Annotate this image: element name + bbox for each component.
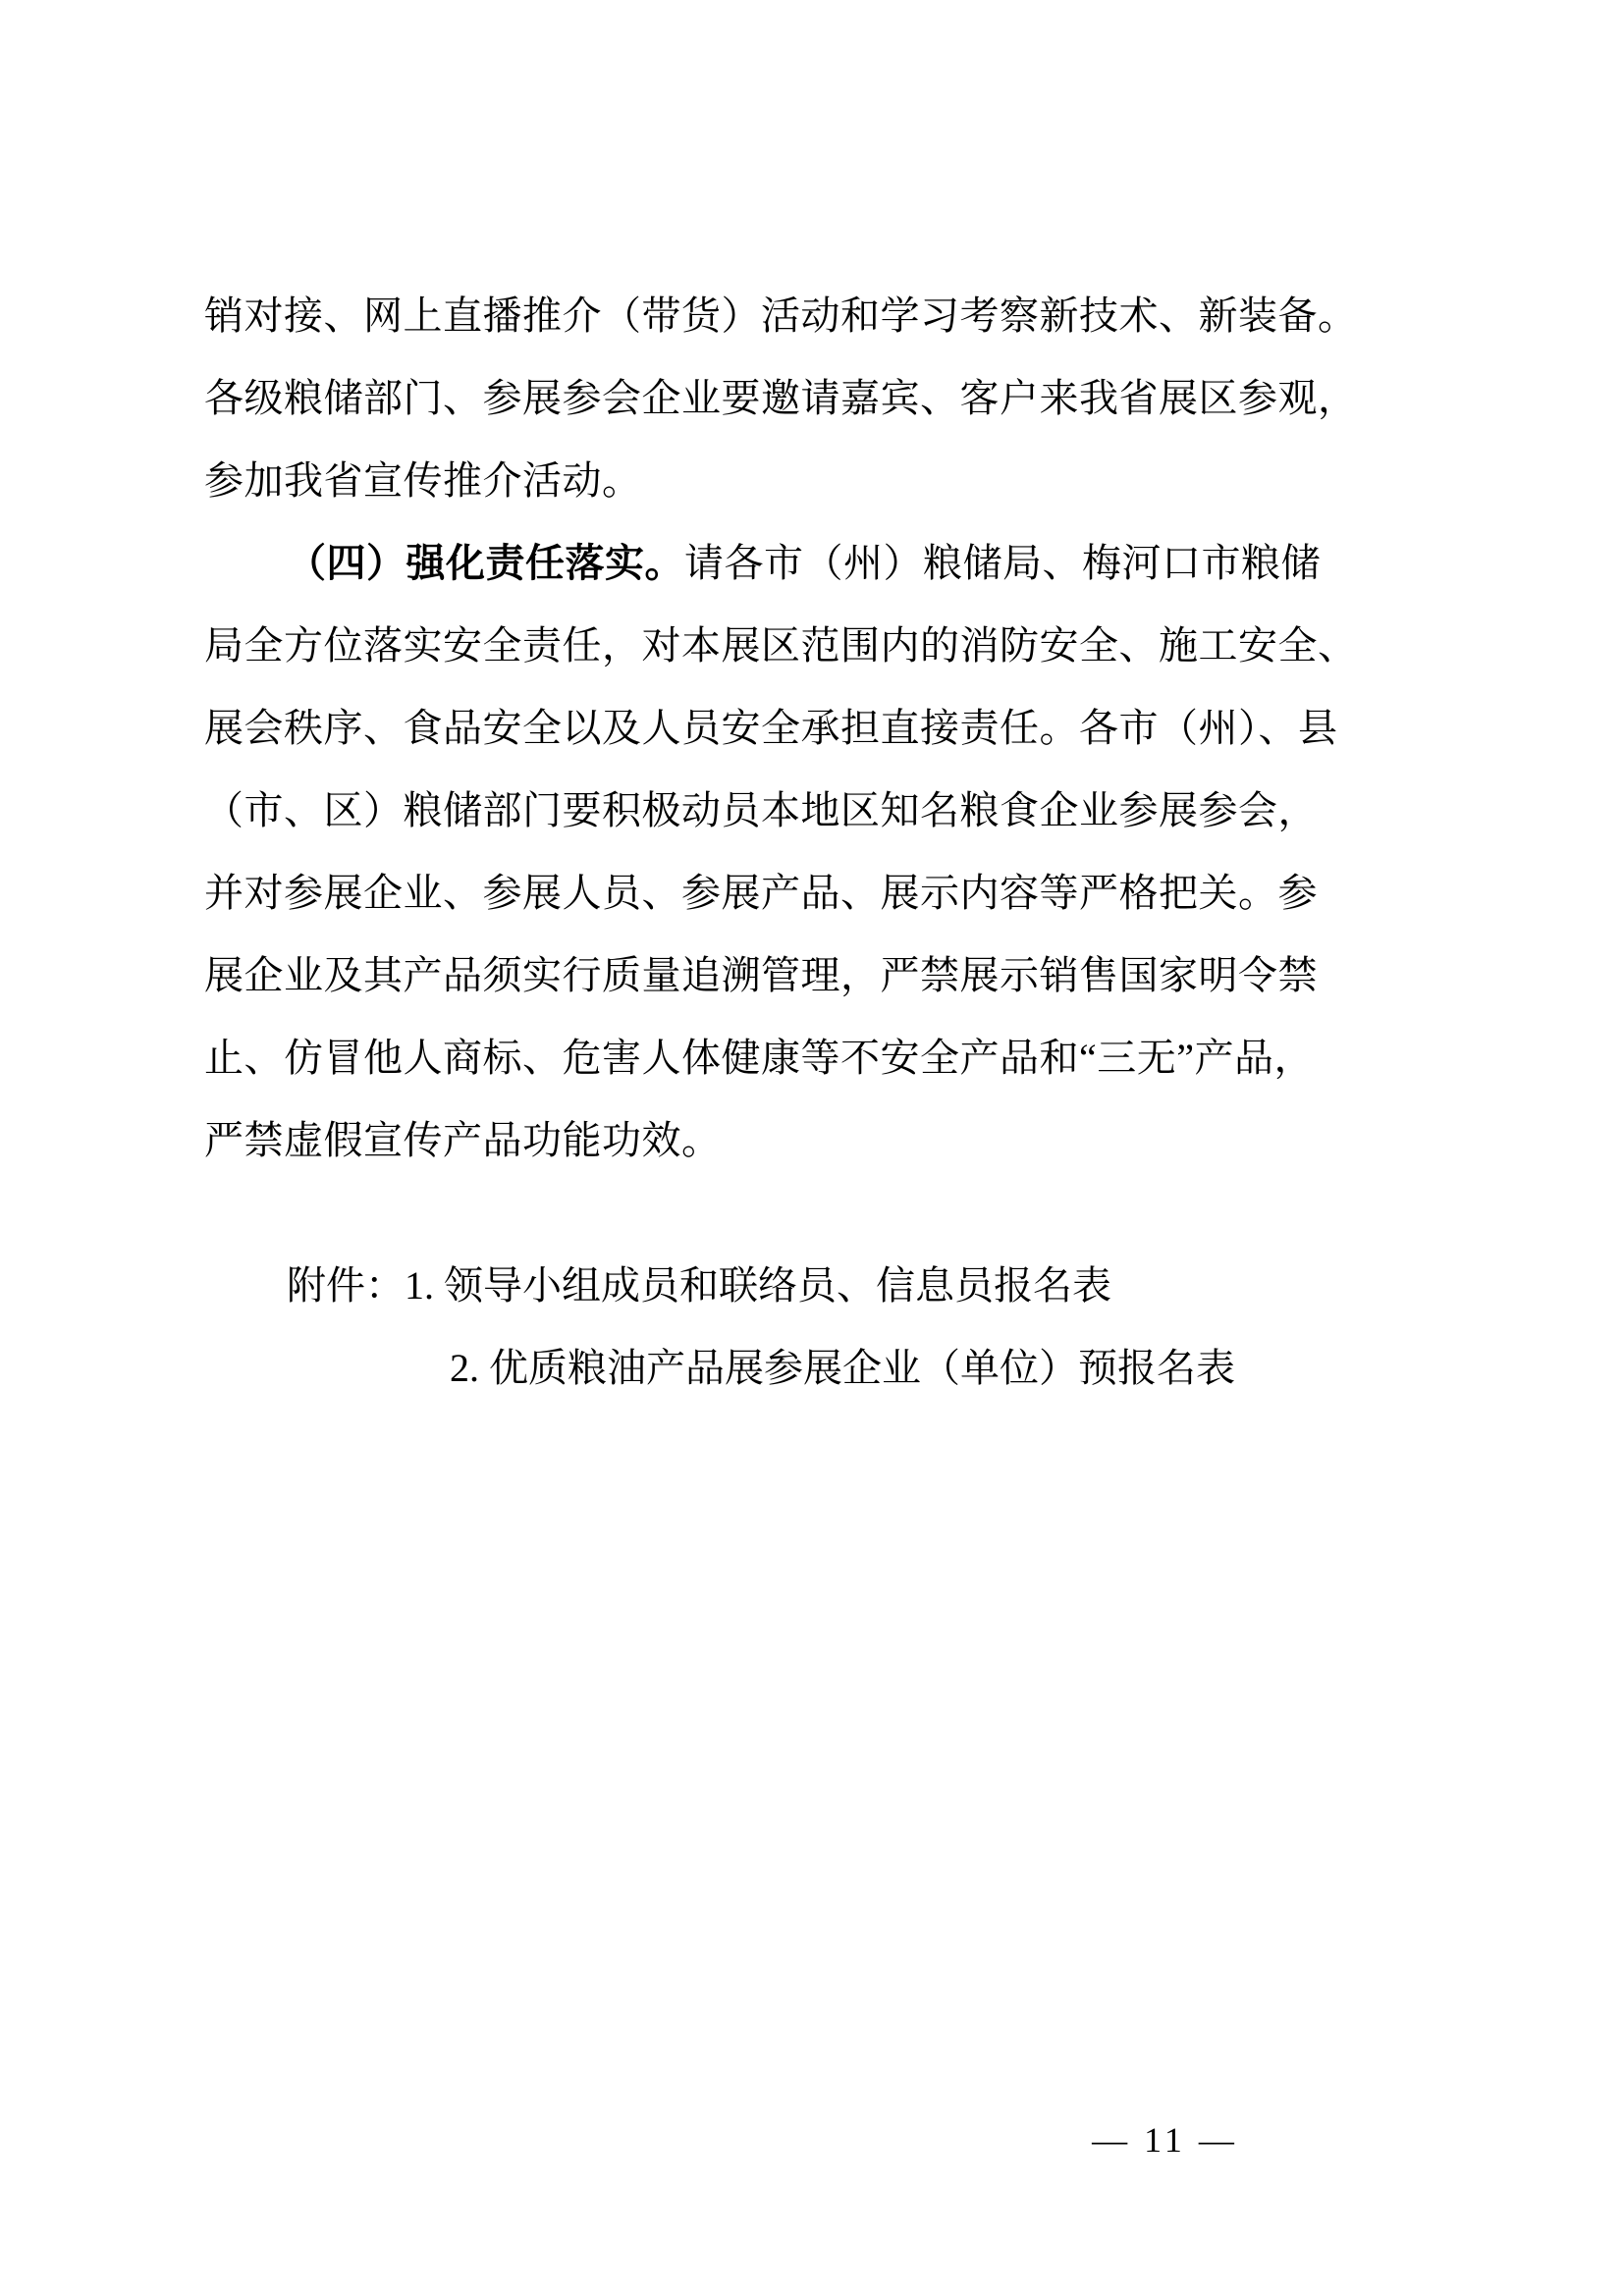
attachment-item: 1. 领导小组成员和联络员、信息员报名表	[405, 1263, 1111, 1308]
paragraph-line: 展企业及其产品须实行质量追溯管理，严禁展示销售国家明令禁	[204, 953, 1318, 997]
paragraph-section-four	[204, 522, 1422, 1182]
paragraph-line: （市、区）粮储部门要积极动员本地区知名粮食企业参展参会，	[204, 788, 1318, 832]
paragraph-line: 销对接、网上直播推介（带货）活动和学习考察新技术、新装备。	[204, 294, 1358, 338]
paragraph-line: 局全方位落实安全责任，对本展区范围内的消防安全、施工安全、	[204, 623, 1358, 667]
paragraph-line: 各级粮储部门、参展参会企业要邀请嘉宾、客户来我省展区参观，	[204, 376, 1358, 420]
paragraph-line: 严禁虚假宣传产品功能功效。	[204, 1118, 722, 1162]
attachment-line: 2. 优质粮油产品展参展企业（单位）预报名表	[450, 1346, 1235, 1390]
attachments-label: 附件：	[287, 1263, 405, 1308]
page-number-text: — 11 —	[1092, 2120, 1238, 2160]
attachment-line	[204, 1245, 1422, 1327]
attachments-block	[204, 1245, 1422, 1410]
paragraph-line-text: 请各市（州）粮储局、梅河口市粮储	[684, 541, 1321, 585]
document-body	[204, 275, 1422, 1410]
paragraph-line: 参加我省宣传推介活动。	[204, 458, 642, 503]
paragraph-line: 并对参展企业、参展人员、参展产品、展示内容等严格把关。参	[204, 871, 1318, 915]
paragraph-line: 展会秩序、食品安全以及人员安全承担直接责任。各市（州）、县	[204, 706, 1338, 750]
paragraph-line: 止、仿冒他人商标、危害人体健康等不安全产品和“三无”产品，	[204, 1036, 1315, 1080]
page-number	[0, 2119, 1623, 2161]
section-heading: （四）强化责任落实。	[287, 541, 684, 585]
paragraph-continued	[204, 275, 1422, 522]
paragraph-first-line	[204, 522, 1422, 605]
